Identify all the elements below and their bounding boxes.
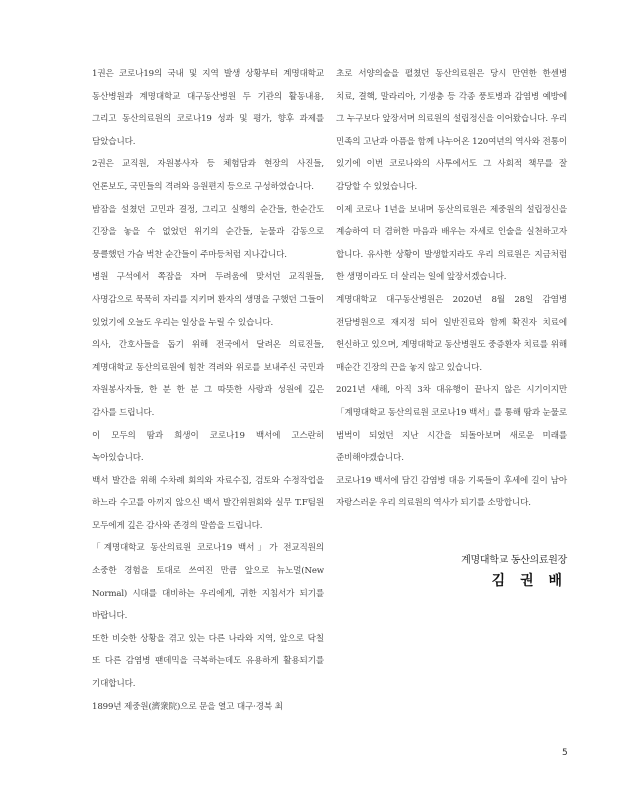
paragraph: 계명대학교 대구동산병원은 2020년 8월 28일 감염병 전담병원으로 재지정 되어 일반진료와 함께 확진자 치료에 헌신하고 있으며, 계명대학교 동산병원도 중증환자 치료를 위해 매순간 긴장의 끈을 놓지 않고 있습니다. <box>336 294 567 373</box>
paragraph: 「계명대학교 동산의료원 코로나19 백서」가 전교직원의 소중한 경험을 토대로 쓰여진 만큼 앞으로 뉴노멀(New Normal) 시대를 대비하는 우리에게, 귀한 지침서가 되기를 바랍니다. <box>92 543 324 622</box>
paragraph: 병원 구석에서 쪽잠을 자며 두려움에 맞서던 교직원들, 사명감으로 묵묵히 자리를 지키며 환자의 생명을 구했던 그들이 있었기에 오늘도 우리는 일상을 누릴 수 있습니다. <box>92 272 324 328</box>
paragraph: 이 모두의 땀과 희생이 코로나19 백서에 고스란히 녹아있습니다. <box>92 430 324 464</box>
paragraph: 1권은 코로나19의 국내 및 지역 발생 상황부터 계명대학교 동산병원과 계명대학교 대구동산병원 두 기관의 활동내용, 그리고 동산의료원의 코로나19 성과 및 평가, 향후 과제를 담았습니다. <box>92 69 324 147</box>
right-text-column <box>336 63 567 515</box>
paragraph: 2021년 새해, 아직 3차 대유행이 끝나지 않은 시기이지만 「계명대학교 동산의료원 코로나19 백서」를 통해 땀과 눈물로 범벅이 되었던 지난 시간을 되돌아보며 새로운 미래를 준비해야겠습니다. <box>336 385 567 464</box>
paragraph: 의사, 간호사들을 돕기 위해 전국에서 달려온 의료진들, 계명대학교 동산의료원에 힘찬 격려와 위로를 보내주신 국민과 자원봉사자들, 한 분 한 분 그 따뜻한 사랑과 성원에 깊은 감사를 드립니다. <box>92 340 324 418</box>
paragraph: 이제 코로나 1년을 보내며 동산의료원은 제중원의 설립정신을 계승하여 더 겸허한 마음과 배우는 자세로 인술을 실천하고자 합니다. 유사한 상황이 발생할지라도 우리 의료원은 지금처럼 한 생명이라도 더 살리는 일에 앞장서겠습니다. <box>336 204 567 283</box>
signature-block <box>461 551 567 590</box>
left-text-column <box>92 63 324 718</box>
paragraph: 1899년 제중원(濟衆院)으로 문을 열고 대구·경북 최 <box>92 701 283 712</box>
paragraph: 또한 비슷한 상황을 겪고 있는 다른 나라와 지역, 앞으로 닥칠 또 다른 감염병 팬데믹을 극복하는데도 유용하게 활용되기를 기대합니다. <box>92 633 324 690</box>
signature-title: 계명대학교 동산의료원장 <box>461 555 567 566</box>
paragraph: 코로나19 백서에 담긴 감염병 대응 기록들이 후세에 길이 남아 자랑스러운 우리 의료원의 역사가 되기를 소망합니다. <box>336 475 567 509</box>
signature-name: 김 권 배 <box>491 573 567 589</box>
paragraph: 밤잠을 설쳤던 고민과 결정, 그리고 실행의 순간들, 한순간도 긴장을 놓을 수 없었던 위기의 순간들, 눈물과 감동으로 뭉클했던 가슴 벅찬 순간들이 주마등처럼 지나갑니다. <box>92 204 324 260</box>
paragraph: 초로 서양의술을 펼쳤던 동산의료원은 당시 만연한 한센병 치료, 결핵, 말라리아, 기생충 등 각종 풍토병과 감염병 예방에 그 누구보다 앞장서며 의료원의 설립정신을 이어왔습니다. 우리 민족의 고난과 아픔을 함께 나누어온 120여년의 역사와 전통이 있기에 이번 코로나와의 사투에서도 그 사회적 책무를 잘 감당할 수 있었습니다. <box>336 69 567 192</box>
paragraph: 2권은 교직원, 자원봉사자 등 체험담과 현장의 사진들, 언론보도, 국민들의 격려와 응원편지 등으로 구성하였습니다. <box>92 159 324 192</box>
paragraph: 백서 발간을 위해 수차례 회의와 자료수집, 검토와 수정작업을 하느라 수고를 아끼지 않으신 백서 발간위원회와 실무 T.F팀원 모두에게 깊은 감사와 존경의 말씀을 드립니다. <box>92 475 324 531</box>
page-number: 5 <box>562 748 568 758</box>
